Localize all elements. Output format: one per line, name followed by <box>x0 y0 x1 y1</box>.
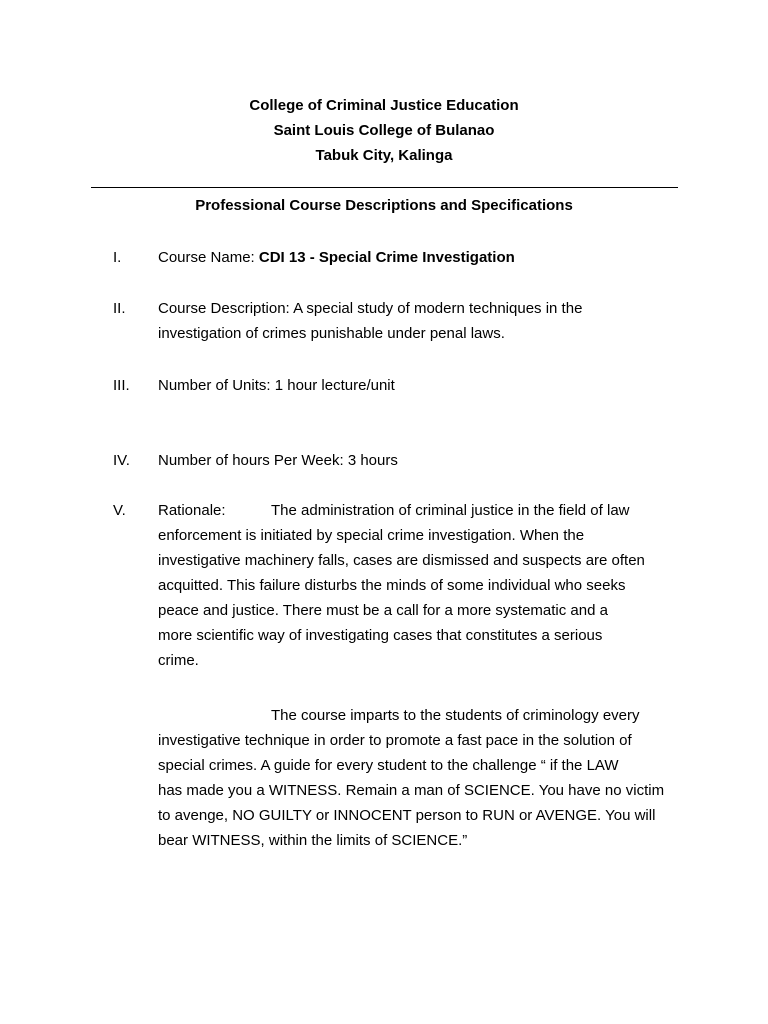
rationale-second-paragraph <box>113 703 693 853</box>
rationale-line: special crimes. A guide for every student to the challenge “ if the LAW <box>158 757 619 774</box>
section-numeral: IV. <box>113 452 130 469</box>
document-subtitle: Professional Course Descriptions and Specifications <box>195 197 573 214</box>
units-label: Number of Units: <box>158 377 275 394</box>
course-name-value: CDI 13 - Special Crime Investigation <box>258 249 515 266</box>
section-rationale <box>113 498 693 673</box>
rationale-line: investigative technique in order to promote a fast pace in the solution of <box>158 732 632 749</box>
course-description-label: Course Description: <box>158 300 294 317</box>
section-course-description <box>113 296 693 346</box>
rationale-line: more scientific way of investigating cases that constitutes a serious <box>158 627 603 644</box>
header-college-department: College of Criminal Justice Education <box>249 97 519 114</box>
section-numeral: II. <box>113 300 126 317</box>
rationale-label: Rationale: <box>158 502 226 519</box>
rationale-line: The course imparts to the students of criminology every <box>271 707 640 724</box>
section-number-of-units <box>113 373 693 398</box>
document-header <box>0 93 768 168</box>
rationale-line: acquitted. This failure disturbs the minds of some individual who seeks <box>158 577 626 594</box>
section-hours-per-week <box>113 448 693 473</box>
course-description-line: investigation of crimes punishable under penal laws. <box>158 325 505 342</box>
section-course-name <box>113 245 693 270</box>
hours-label: Number of hours Per Week: <box>158 452 348 469</box>
rationale-line: to avenge, NO GUILTY or INNOCENT person to RUN or AVENGE. You will <box>158 807 656 824</box>
rationale-line: has made you a WITNESS. Remain a man of SCIENCE. You have no victim <box>158 782 665 799</box>
course-name-label: Course Name: <box>158 249 259 266</box>
rationale-line: investigative machinery falls, cases are dismissed and suspects are often <box>158 552 645 569</box>
header-school-name: Saint Louis College of Bulanao <box>273 122 495 139</box>
rationale-line: The administration of criminal justice in the field of law <box>271 502 630 519</box>
rationale-line: bear WITNESS, within the limits of SCIENCE.” <box>158 832 468 849</box>
rationale-line: crime. <box>158 652 199 669</box>
section-numeral: I. <box>113 249 122 266</box>
course-description-line: A special study of modern techniques in the <box>293 300 583 317</box>
hours-value: 3 hours <box>347 452 398 469</box>
horizontal-rule <box>91 187 678 188</box>
rationale-line: enforcement is initiated by special crime investigation. When the <box>158 527 585 544</box>
header-location: Tabuk City, Kalinga <box>315 147 453 164</box>
section-numeral: III. <box>113 377 130 394</box>
rationale-line: peace and justice. There must be a call for a more systematic and a <box>158 602 608 619</box>
units-value: 1 hour lecture/unit <box>274 377 395 394</box>
section-numeral: V. <box>113 502 126 519</box>
